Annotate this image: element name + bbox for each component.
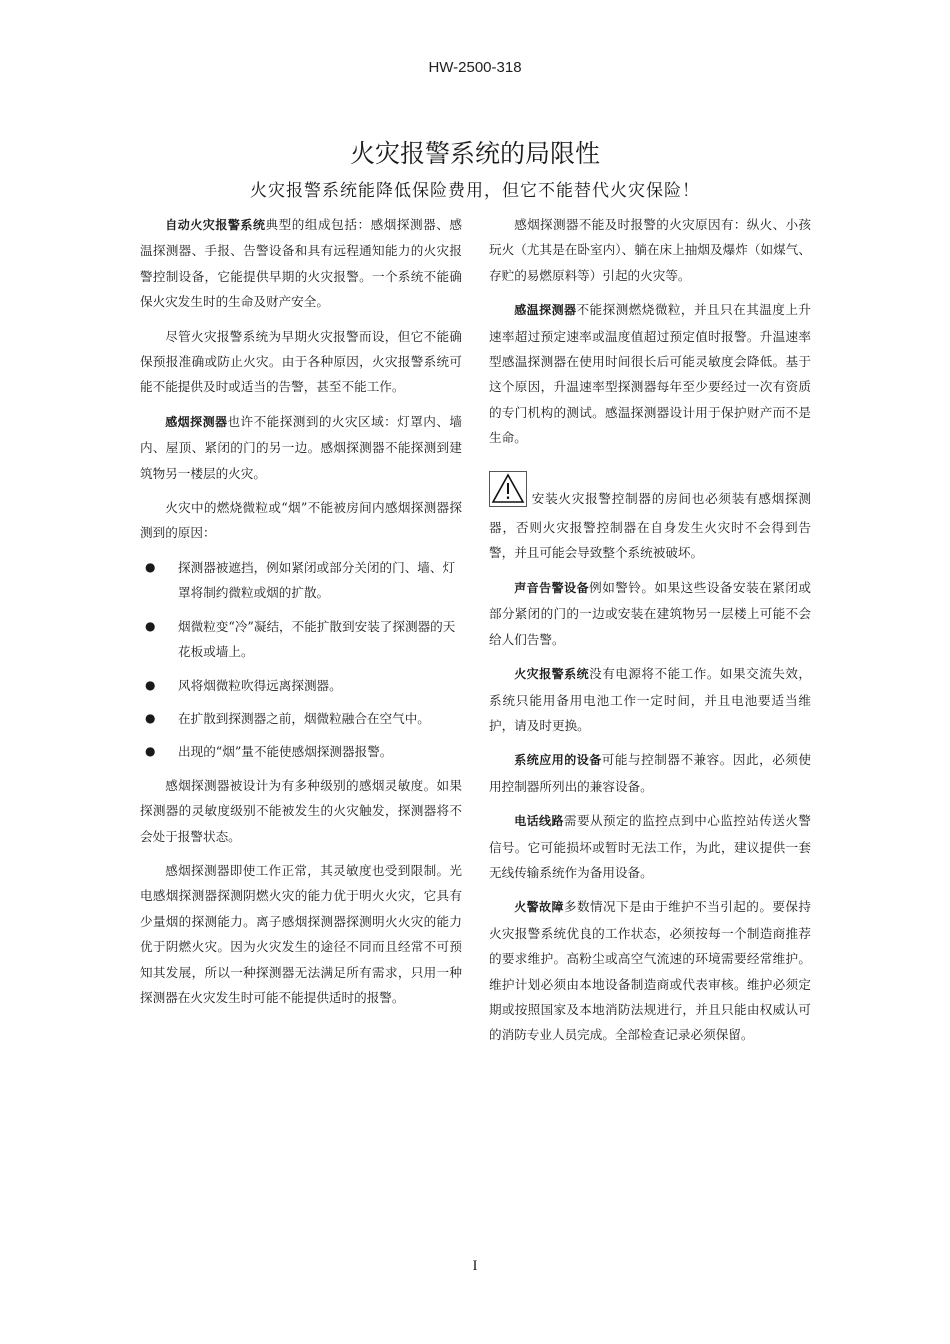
paragraph (140, 409, 462, 486)
list-item-text: 在扩散到探测器之前，烟微粒融合在空气中。 (178, 710, 430, 726)
list-item-text: 出现的“烟”量不能使感烟探测器报警。 (178, 744, 393, 760)
paragraph-text: 感烟探测器不能及时报警的火灾原因有：纵火、小孩玩火（尤其是在卧室内）、躺在床上抽烟及爆炸（如煤气、存贮的易燃原料等）引起的火灾等。 (489, 217, 811, 283)
paragraph (489, 661, 811, 738)
warning-triangle-icon (489, 471, 527, 515)
list-item (140, 739, 462, 764)
bold-term: 电话线路 (514, 814, 564, 829)
bold-term: 火灾报警系统 (514, 667, 590, 682)
page-number: I (472, 1258, 478, 1274)
paragraph (489, 471, 811, 566)
right-column (489, 212, 811, 1057)
warning-text: 安装火灾报警控制器的房间也必须装有感烟探测器，否则火灾报警控制器在自身发生火灾时不会得到告警，并且可能会导致整个系统被破坏。 (489, 490, 811, 561)
bullet-icon: ● (145, 618, 156, 633)
page-subtitle: 火灾报警系统能降低保险费用，但它不能替代火灾保险！ (250, 181, 700, 201)
list-item (140, 555, 462, 606)
document-code: HW-2500-318 (428, 59, 522, 76)
bullet-icon: ● (145, 744, 156, 759)
paragraph-text: 没有电源将不能工作。如果交流失效，系统只能用备用电池工作一定时间，并且电池要适当维护，请及时更换。 (489, 666, 811, 733)
paragraph (140, 324, 462, 400)
paragraph (489, 894, 811, 1047)
bold-term: 感温探测器 (514, 303, 577, 318)
bullet-icon: ● (145, 559, 156, 574)
bullet-icon: ● (145, 677, 156, 692)
paragraph (140, 212, 462, 315)
list-item (140, 706, 462, 731)
paragraph (489, 212, 811, 288)
bold-term: 火警故障 (514, 900, 564, 915)
bullet-icon: ● (145, 710, 156, 725)
paragraph-text: 也许不能探测到的火灾区域：灯罩内、墙内、屋顶、紧闭的门的另一边。感烟探测器不能探测到建筑物另一楼层的火灾。 (140, 413, 462, 481)
paragraph (140, 773, 462, 849)
paragraph-text: 火灾中的燃烧微粒或“烟”不能被房间内感烟探测器探测到的原因： (140, 500, 462, 541)
paragraph (140, 495, 462, 546)
bold-term: 系统应用的设备 (514, 753, 602, 768)
list-item-text: 风将烟微粒吹得远离探测器。 (178, 677, 342, 693)
paragraph-text: 需要从预定的监控点到中心监控站传送火警信号。它可能损坏或暂时无法工作，为此，建议提供一套无线传输系统作为备用设备。 (489, 813, 811, 880)
bullet-list (140, 555, 462, 765)
list-item (140, 614, 462, 665)
bold-term: 声音告警设备 (514, 580, 590, 595)
paragraph (489, 297, 811, 450)
paragraph-text: 感烟探测器被设计为有多种级别的感烟灵敏度。如果探测器的灵敏度级别不能被发生的火灾触发，探测器将不会处于报警状态。 (140, 777, 462, 844)
paragraph (489, 808, 811, 885)
page-title: 火灾报警系统的局限性 (349, 138, 600, 168)
paragraph-text: 感烟探测器即使工作正常，其灵敏度也受到限制。光电感烟探测器探测阴燃火灾的能力优于明火火灾，它具有少量烟的探测能力。离子感烟探测器探测明火火灾的能力优于阴燃火灾。因为火灾发生的途径不同而且经常不可预知其发展，所以一种探测器无法满足所有需求，只用一种探测器在火灾发生时可能不能提供适时的报警。 (140, 862, 462, 1005)
paragraph-text: 多数情况下是由于维护不当引起的。要保持火灾报警系统优良的工作状态，必须按每一个制造商推荐的要求维护。高粉尘或高空气流速的环境需要经常维护。维护计划必须由本地设备制造商或代表审核。维护必须定期或按照国家及本地消防法规进行，并且只能由权威认可的消防专业人员完成。全部检查记录必须保留。 (489, 899, 811, 1043)
paragraph-text: 可能与控制器不兼容。因此，必须使用控制器所列出的兼容设备。 (489, 752, 811, 794)
warning-notice (489, 471, 811, 566)
paragraph (489, 747, 811, 799)
list-item-text: 烟微粒变“冷”凝结，不能扩散到安装了探测器的天花板或墙上。 (178, 618, 456, 660)
paragraph (489, 575, 811, 652)
paragraph-text: 不能探测燃烧微粒，并且只在其温度上升速率超过预定速率或温度值超过预定值时报警。升温速率型感温探测器在使用时间很长后可能灵敏度会降低。基于这个原因，升温速率型探测器每年至少要经过一次有资质的专门机构的测试。感温探测器设计用于保护财产而不是生命。 (489, 302, 811, 446)
paragraph-text: 典型的组成包括：感烟探测器、感温探测器、手报、告警设备和具有远程通知能力的火灾报警控制设备，它能提供早期的火灾报警。一个系统不能确保火灾发生时的生命及财产安全。 (140, 217, 462, 310)
bold-term: 自动火灾报警系统 (165, 218, 266, 232)
bold-term: 感烟探测器 (165, 414, 228, 429)
paragraph-text: 例如警铃。如果这些设备安装在紧闭或部分紧闭的门的一边或安装在建筑物另一层楼上可能不会给人们告警。 (489, 579, 811, 647)
paragraph-text: 尽管火灾报警系统为早期火灾报警而设，但它不能确保预报准确或防止火灾。由于各种原因，火灾报警系统可能不能提供及时或适当的告警，甚至不能工作。 (140, 328, 462, 395)
paragraph (140, 858, 462, 1010)
left-column (140, 212, 462, 1019)
list-item (140, 673, 462, 698)
list-item-text: 探测器被遮挡，例如紧闭或部分关闭的门、墙、灯罩将制约微粒或烟的扩散。 (178, 559, 456, 601)
